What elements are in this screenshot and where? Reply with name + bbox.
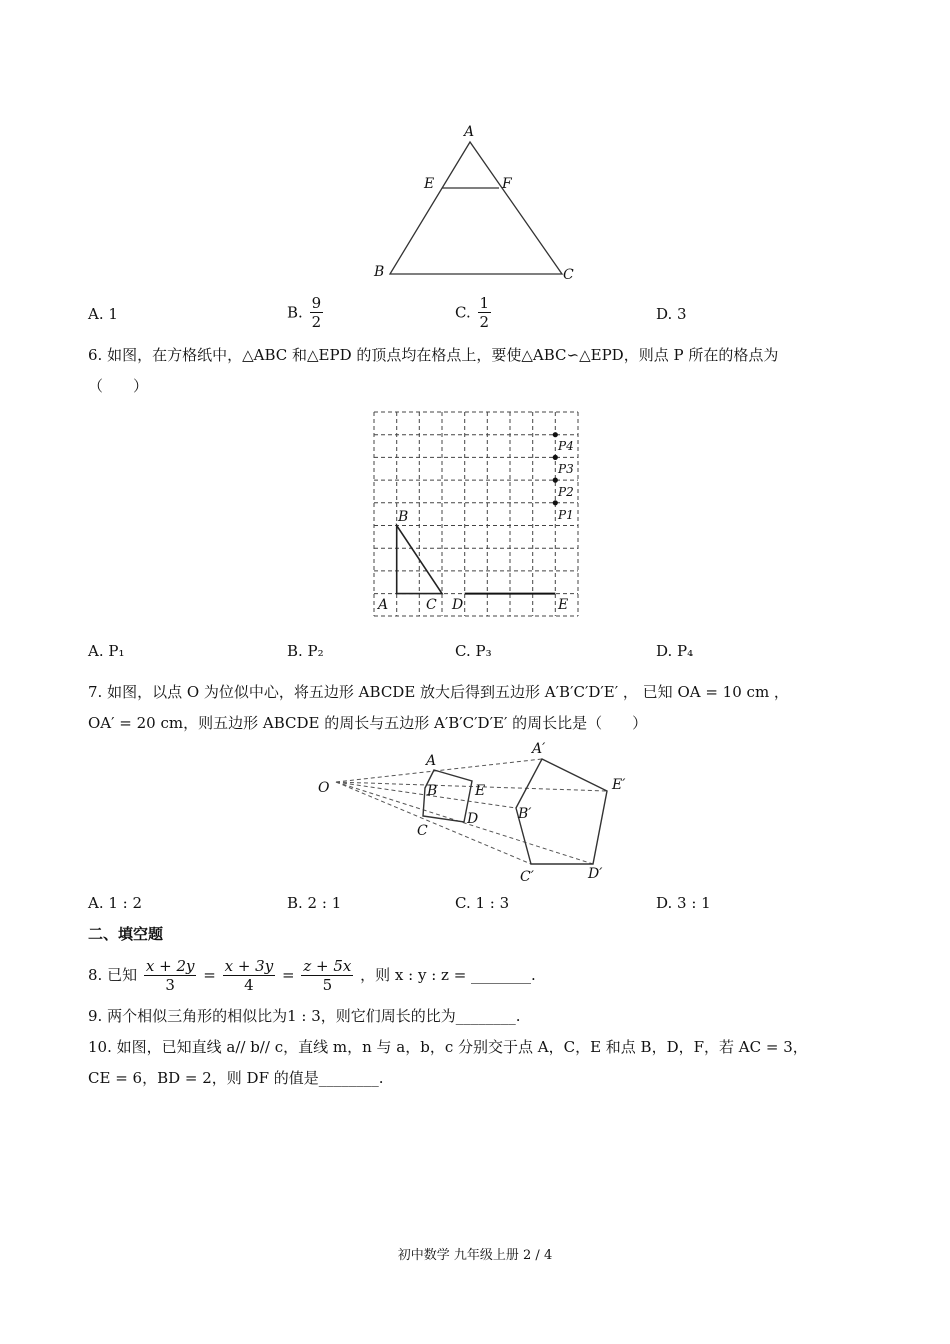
fig7-label-b: B	[427, 783, 438, 799]
q8-fraction-3	[301, 957, 353, 994]
q7-option-c[interactable]: C. 1 : 3	[455, 894, 510, 912]
q8-fraction-2-num: x + 3y	[224, 956, 274, 975]
q8-prefix: 8. 已知	[88, 966, 138, 984]
q5-option-c-prefix: C.	[455, 303, 471, 322]
grid-label-c: C	[426, 597, 437, 613]
q7-option-b[interactable]: B. 2 : 1	[287, 894, 342, 912]
section-title-fill-blank: 二、填空题	[88, 925, 164, 943]
q9-stem: 9. 两个相似三角形的相似比为1 : 3，则它们周长的比为________.	[88, 1007, 521, 1025]
q8-fraction-1	[144, 957, 197, 994]
q5-option-d[interactable]: D. 3	[656, 305, 687, 323]
grid-label-p2: P2	[558, 485, 574, 499]
fig7-label-d: D	[467, 811, 479, 827]
q7-stem-line2: OA′ = 20 cm，则五边形 ABCDE 的周长与五边形 A′B′C′D′E′ 的周长比是（ ）	[88, 714, 648, 732]
label-a: A	[464, 124, 475, 140]
point-p4	[553, 432, 558, 437]
fig7-label-c-prime: C′	[520, 869, 534, 885]
grid-label-a: A	[378, 597, 389, 613]
q6-option-c[interactable]: C. P₃	[455, 642, 492, 660]
fig7-label-e: E	[475, 783, 486, 799]
grid-label-b: B	[398, 509, 409, 525]
q7-option-d[interactable]: D. 3 : 1	[656, 894, 711, 912]
q6-stem-line2: （ ）	[88, 377, 149, 395]
q5-option-c-den: 2	[479, 313, 490, 331]
q7-option-a[interactable]: A. 1 : 2	[88, 894, 143, 912]
q8-equals-1: =	[203, 966, 216, 984]
q6-stem-line1: 6. 如图，在方格纸中，△ABC 和△EPD 的顶点均在格点上，要使△ABC∽△EPD，则点 P 所在的格点为	[88, 346, 779, 364]
q6-option-a[interactable]: A. P₁	[88, 642, 125, 660]
label-b: B	[374, 264, 385, 280]
triangle-abc	[390, 142, 562, 274]
q6-option-d[interactable]: D. P₄	[656, 642, 694, 660]
grid-label-d: D	[452, 597, 464, 613]
point-p1	[553, 500, 558, 505]
q5-option-a[interactable]: A. 1	[88, 305, 118, 323]
q5-option-c[interactable]	[455, 294, 493, 331]
fig7-label-e-prime: E′	[612, 777, 626, 793]
q8-fraction-3-num: z + 5x	[303, 956, 352, 975]
q8-fraction-3-den: 5	[322, 975, 333, 994]
label-e: E	[424, 176, 435, 192]
q8-stem	[88, 952, 536, 997]
q5-option-c-fraction	[478, 294, 492, 331]
q6-option-b[interactable]: B. P₂	[287, 642, 324, 660]
fig7-label-c: C	[417, 823, 428, 839]
fig7-label-b-prime: B′	[518, 806, 532, 822]
grid-label-e: E	[558, 597, 569, 613]
q5-option-b-den: 2	[311, 313, 322, 331]
q8-fraction-1-den: 3	[165, 975, 175, 994]
q5-option-b-num: 9	[311, 294, 322, 312]
q7-stem-line1: 7. 如图，以点 O 为位似中心，将五边形 ABCDE 放大后得到五边形 A′B′C′D′E′ ， 已知 OA = 10 cm ，	[88, 683, 789, 701]
q8-equals-2: =	[281, 966, 295, 984]
grid-label-p1: P1	[558, 508, 574, 522]
q6-grid-figure	[370, 406, 585, 620]
page-footer: 初中数学 九年级上册 2 / 4	[397, 1248, 553, 1263]
label-c: C	[563, 267, 574, 283]
q8-fraction-2-den: 4	[244, 975, 254, 994]
q5-option-b-fraction	[310, 294, 324, 331]
q10-stem-line1: 10. 如图，已知直线 a// b// c，直线 m，n 与 a，b，c 分别交于点 A，C，E 和点 B，D，F，若 AC = 3，	[88, 1038, 808, 1056]
point-p2	[553, 478, 558, 483]
q8-fraction-2	[223, 957, 276, 994]
q8-suffix: ，则 x : y : z = ________.	[360, 966, 536, 984]
q5-triangle-figure	[360, 118, 590, 288]
fig7-label-o: O	[318, 780, 330, 796]
q5-option-b-prefix: B.	[287, 303, 303, 322]
fig7-label-a: A	[426, 753, 437, 769]
label-f: F	[502, 176, 512, 192]
q5-option-c-num: 1	[479, 294, 490, 312]
q5-option-b[interactable]	[287, 294, 325, 331]
grid-label-p4: P4	[558, 439, 574, 453]
grid-label-p3: P3	[558, 462, 574, 476]
q8-fraction-1-num: x + 2y	[145, 956, 195, 975]
fig7-label-a-prime: A′	[532, 741, 546, 757]
point-p3	[553, 455, 558, 460]
q7-pentagon-figure	[310, 736, 640, 886]
q10-stem-line2: CE = 6，BD = 2，则 DF 的值是________.	[88, 1069, 384, 1087]
fig7-label-d-prime: D′	[588, 866, 603, 882]
